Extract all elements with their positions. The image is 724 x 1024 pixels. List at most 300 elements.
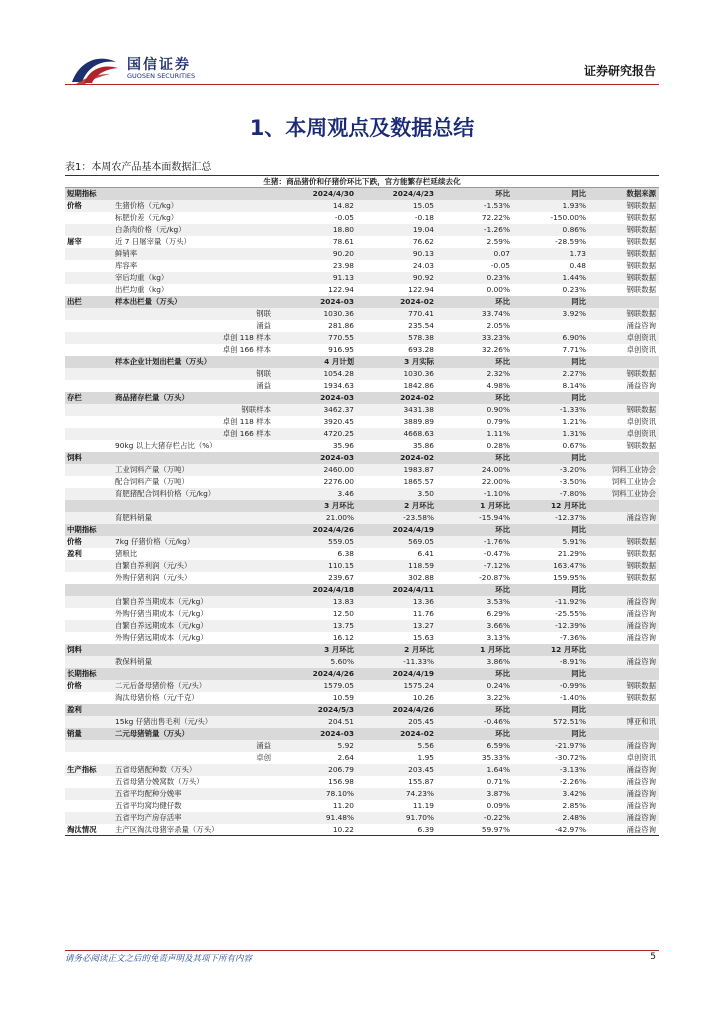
- cell-current-value: 110.15: [277, 560, 357, 572]
- cell-current-value: 4 月计划: [277, 356, 357, 368]
- cell-mom-change: 1 月环比: [437, 644, 513, 656]
- table-row: [65, 656, 659, 668]
- cell-yoy-change: -28.59%: [555, 237, 586, 246]
- table-row: [65, 692, 659, 704]
- cell-mom-change: 32.26%: [481, 345, 510, 354]
- cell-previous-value: 1575.24: [357, 680, 437, 692]
- cell-data-source: 卓创资讯: [589, 332, 659, 344]
- cell-yoy-change: -12.37%: [513, 512, 589, 524]
- cell-category: [65, 488, 111, 500]
- cell-yoy-change: 1.31%: [513, 428, 589, 440]
- cell-current-value: 3462.37: [277, 404, 357, 416]
- table-header-row: [65, 296, 659, 308]
- cell-data-source: 涌益咨询: [589, 824, 659, 836]
- cell-indicator: 外购仔猪当期成本（元/kg）: [115, 609, 208, 618]
- cell-yoy-change: -1.33%: [513, 404, 589, 416]
- cell-category: [65, 800, 111, 812]
- cell-previous-value: 13.36: [357, 596, 437, 608]
- cell-indicator: 五省平均配种分娩率: [111, 788, 277, 800]
- table-header-row: [65, 584, 659, 596]
- table-row: [65, 812, 659, 824]
- table-row: [65, 800, 659, 812]
- table-row: [65, 764, 659, 776]
- cell-indicator: 卓创 118 样本: [111, 332, 277, 344]
- cell-category: [65, 512, 111, 524]
- cell-yoy-change: -1.40%: [559, 693, 586, 702]
- cell-yoy-change: -25.55%: [555, 609, 586, 618]
- cell-data-source: 涌益咨询: [589, 620, 659, 632]
- cell-yoy-change: 3.92%: [513, 308, 589, 320]
- table-row: [65, 572, 659, 584]
- cell-mom-change: 33.74%: [437, 308, 513, 320]
- cell-current-value: 10.22: [277, 824, 357, 836]
- cell-mom-change: -1.26%: [437, 224, 513, 236]
- cell-data-source: [589, 452, 659, 464]
- cell-mom-change: 环比: [437, 356, 513, 368]
- table-row: [65, 284, 659, 296]
- cell-yoy-change: 0.67%: [562, 441, 586, 450]
- cell-category: 价格: [65, 536, 111, 548]
- cell-mom-change: -1.76%: [437, 536, 513, 548]
- table-row: [65, 224, 659, 236]
- cell-category: [65, 620, 111, 632]
- table-row: [65, 596, 659, 608]
- cell-previous-value: 13.27: [357, 620, 437, 632]
- cell-category: 长期指标: [65, 668, 111, 680]
- cell-data-source: 钢联数据: [626, 573, 657, 582]
- cell-category: 销量: [65, 728, 111, 740]
- cell-mom-change: 59.97%: [437, 824, 513, 836]
- cell-current-value: 2024-03: [277, 728, 357, 740]
- table-row: [65, 200, 659, 212]
- cell-yoy-change: 同比: [513, 584, 589, 596]
- weekly-data-table: [65, 175, 659, 836]
- page-header: [0, 0, 724, 90]
- cell-mom-change: -0.22%: [437, 812, 513, 824]
- cell-data-source: [589, 524, 659, 536]
- cell-previous-value: 569.05: [357, 536, 437, 548]
- cell-indicator: 鲜销率: [111, 248, 277, 260]
- cell-yoy-change: 1.44%: [513, 272, 589, 284]
- cell-indicator: 卓创 166 样本: [111, 428, 277, 440]
- cell-mom-change: 0.09%: [486, 801, 510, 810]
- cell-data-source: [589, 356, 659, 368]
- cell-current-value: 91.48%: [277, 812, 357, 824]
- cell-category: [65, 476, 111, 488]
- table-row: [65, 440, 659, 452]
- cell-data-source: 钢联数据: [626, 285, 657, 294]
- cell-previous-value: 2024/4/11: [357, 584, 437, 596]
- table-header-row: [65, 452, 659, 464]
- table-row: [65, 716, 659, 728]
- cell-current-value: 91.13: [277, 272, 357, 284]
- cell-mom-change: 环比: [437, 704, 513, 716]
- cell-current-value: 5.92: [277, 740, 357, 752]
- cell-current-value: 23.98: [332, 261, 354, 270]
- table-row: [65, 680, 659, 692]
- cell-mom-change: -0.46%: [437, 716, 513, 728]
- guosen-logo-icon: [70, 52, 120, 86]
- cell-yoy-change: 3.42%: [513, 788, 589, 800]
- cell-indicator: 淘汰母猪价格（元/千克）: [115, 693, 199, 702]
- cell-current-value: -0.05: [334, 213, 354, 222]
- cell-indicator: 宰后均重（kg）: [111, 272, 277, 284]
- cell-indicator: 五省平均窝均健仔数: [115, 801, 182, 810]
- cell-mom-change: 0.23%: [437, 272, 513, 284]
- cell-indicator: 钢联: [111, 308, 277, 320]
- cell-yoy-change: -8.91%: [513, 656, 589, 668]
- cell-yoy-change: 同比: [513, 524, 589, 536]
- cell-data-source: 涌益咨询: [589, 764, 659, 776]
- cell-indicator: 近 7 日屠宰量（万头）: [115, 237, 191, 246]
- cell-mom-change: 24.00%: [437, 464, 513, 476]
- cell-category: [65, 788, 111, 800]
- cell-indicator: 涌益: [256, 321, 271, 330]
- table-row: [65, 308, 659, 320]
- cell-category: [65, 740, 111, 752]
- cell-category: [65, 752, 111, 764]
- cell-mom-change: 0.28%: [486, 441, 510, 450]
- cell-previous-value: 693.28: [408, 345, 434, 354]
- cell-category: [65, 608, 111, 620]
- cell-indicator: [111, 188, 277, 200]
- table-row: [65, 560, 659, 572]
- cell-indicator: [111, 668, 277, 680]
- table-row: [65, 512, 659, 524]
- cell-previous-value: 15.05: [357, 200, 437, 212]
- cell-data-source: 钢联数据: [626, 693, 657, 702]
- cell-indicator: 样本企业计划出栏量（万头）: [111, 356, 277, 368]
- table-row: [65, 332, 659, 344]
- cell-previous-value: 2024-02: [357, 296, 437, 308]
- table-row: [65, 548, 659, 560]
- cell-current-value: 78.10%: [277, 788, 357, 800]
- cell-current-value: 13.75: [277, 620, 357, 632]
- cell-indicator: 教保料销量: [111, 656, 277, 668]
- cell-indicator: 育肥猪配合饲料价格（元/kg）: [111, 488, 277, 500]
- cell-category: [65, 560, 111, 572]
- cell-indicator: 外购仔猪远期成本（元/kg）: [115, 633, 208, 642]
- table-header-row: [65, 704, 659, 716]
- cell-yoy-change: 7.71%: [562, 345, 586, 354]
- table-row: [65, 608, 659, 620]
- cell-mom-change: 4.98%: [486, 381, 510, 390]
- cell-yoy-change: 12 月环比: [513, 644, 589, 656]
- cell-previous-value: 2024/4/19: [357, 668, 437, 680]
- cell-yoy-change: 6.90%: [513, 332, 589, 344]
- cell-current-value: 11.20: [332, 801, 354, 810]
- cell-category: [65, 344, 111, 356]
- cell-yoy-change: 2.48%: [513, 812, 589, 824]
- cell-category: [65, 332, 111, 344]
- cell-current-value: 16.12: [332, 633, 354, 642]
- cell-data-source: 饲料工业协会: [589, 464, 659, 476]
- cell-mom-change: 72.22%: [481, 213, 510, 222]
- cell-indicator: 五省母猪配种数（万头）: [111, 764, 277, 776]
- table-row: [65, 248, 659, 260]
- table-header-row: [65, 500, 659, 512]
- cell-data-source: 涌益咨询: [626, 801, 657, 810]
- cell-current-value: 770.55: [277, 332, 357, 344]
- cell-current-value: 122.94: [328, 285, 354, 294]
- cell-previous-value: 302.88: [408, 573, 434, 582]
- cell-current-value: 2276.00: [323, 477, 354, 486]
- cell-indicator: 钢联: [111, 368, 277, 380]
- cell-indicator: 库容率: [115, 261, 138, 270]
- logo-chinese-name: 国信证券: [127, 57, 191, 73]
- cell-previous-value: 5.56: [357, 740, 437, 752]
- cell-category: 短期指标: [65, 188, 111, 200]
- cell-yoy-change: 21.29%: [557, 549, 586, 558]
- cell-category: [65, 320, 111, 332]
- table-row: [65, 344, 659, 356]
- cell-category: [65, 776, 111, 788]
- cell-previous-value: 1842.86: [403, 381, 434, 390]
- cell-indicator: [111, 500, 277, 512]
- cell-indicator: 卓创 118 样本: [222, 417, 271, 426]
- logo-english-name: GUOSEN SECURITIES: [127, 72, 196, 80]
- table-header-row: [65, 356, 659, 368]
- cell-yoy-change: 2.85%: [562, 801, 586, 810]
- cell-current-value: 239.67: [328, 573, 354, 582]
- cell-indicator: 钢联样本: [111, 404, 277, 416]
- cell-category: 淘汰情况: [65, 824, 111, 836]
- cell-yoy-change: 同比: [513, 704, 589, 716]
- cell-current-value: 5.60%: [277, 656, 357, 668]
- cell-indicator: 五省平均产房存活率: [111, 812, 277, 824]
- cell-yoy-change: 0.48: [569, 261, 586, 270]
- cell-data-source: 涌益咨询: [626, 633, 657, 642]
- cell-category: [65, 656, 111, 668]
- disclaimer: 请务必阅读正文之后的免责声明及其项下所有内容: [65, 954, 253, 964]
- cell-data-source: 涌益咨询: [589, 812, 659, 824]
- cell-data-source: [589, 584, 659, 596]
- cell-previous-value: 2024/4/26: [357, 704, 437, 716]
- cell-indicator: 出栏均重（kg）: [115, 285, 169, 294]
- cell-mom-change: -0.05: [490, 261, 510, 270]
- cell-data-source: [589, 392, 659, 404]
- cell-yoy-change: 1.73: [513, 248, 589, 260]
- cell-yoy-change: 同比: [513, 356, 589, 368]
- cell-previous-value: 2024-02: [357, 452, 437, 464]
- cell-current-value: 2024/4/30: [277, 188, 357, 200]
- cell-indicator: 配合饲料产量（万吨）: [115, 477, 189, 486]
- cell-category: 屠宰: [67, 237, 82, 246]
- cell-current-value: 3 月环比: [277, 644, 357, 656]
- cell-mom-change: 环比: [437, 524, 513, 536]
- table-header-row: [65, 392, 659, 404]
- cell-current-value: 6.38: [337, 549, 354, 558]
- cell-yoy-change: 同比: [513, 452, 589, 464]
- table-row: [65, 320, 659, 332]
- cell-mom-change: 2.05%: [486, 321, 510, 330]
- cell-mom-change: 3.66%: [437, 620, 513, 632]
- cell-category: [65, 368, 111, 380]
- footer-divider: [65, 950, 659, 951]
- cell-current-value: 281.86: [328, 321, 354, 330]
- table-header-row: [65, 644, 659, 656]
- cell-yoy-change: 0.23%: [562, 285, 586, 294]
- cell-previous-value: 1030.36: [357, 368, 437, 380]
- cell-mom-change: 0.00%: [486, 285, 510, 294]
- cell-category: [65, 212, 111, 224]
- cell-data-source: 卓创资讯: [626, 345, 657, 354]
- cell-previous-value: 6.41: [417, 549, 434, 558]
- cell-current-value: 13.83: [277, 596, 357, 608]
- cell-mom-change: -20.87%: [479, 573, 510, 582]
- cell-current-value: 559.05: [277, 536, 357, 548]
- cell-data-source: 钢联数据: [589, 200, 659, 212]
- cell-current-value: 206.79: [277, 764, 357, 776]
- cell-previous-value: 11.19: [412, 801, 434, 810]
- cell-indicator: 二元母猪销量（万头）: [111, 728, 277, 740]
- cell-mom-change: 环比: [437, 296, 513, 308]
- cell-previous-value: -0.18: [414, 213, 434, 222]
- cell-indicator: [111, 524, 277, 536]
- cell-yoy-change: -12.39%: [513, 620, 589, 632]
- cell-category: 盈利: [67, 549, 82, 558]
- cell-indicator: [111, 452, 277, 464]
- cell-category: [65, 464, 111, 476]
- cell-data-source: 钢联数据: [589, 308, 659, 320]
- cell-current-value: 2024/5/3: [277, 704, 357, 716]
- cell-indicator: 主产区淘汰母猪宰杀量（万头）: [111, 824, 277, 836]
- cell-previous-value: 3431.38: [357, 404, 437, 416]
- cell-mom-change: 环比: [437, 668, 513, 680]
- cell-category: 出栏: [65, 296, 111, 308]
- cell-mom-change: 33.23%: [437, 332, 513, 344]
- table-row: [65, 788, 659, 800]
- cell-previous-value: -11.33%: [357, 656, 437, 668]
- cell-yoy-change: 同比: [513, 188, 589, 200]
- cell-category: [65, 584, 111, 596]
- cell-indicator: 卓创: [256, 753, 271, 762]
- cell-category: 饲料: [65, 452, 111, 464]
- cell-mom-change: -1.10%: [437, 488, 513, 500]
- cell-current-value: 1579.05: [277, 680, 357, 692]
- cell-yoy-change: -0.99%: [513, 680, 589, 692]
- cell-current-value: 1054.28: [277, 368, 357, 380]
- cell-mom-change: 环比: [437, 392, 513, 404]
- cell-category: [65, 356, 111, 368]
- cell-yoy-change: 5.91%: [513, 536, 589, 548]
- cell-data-source: 钢联数据: [626, 441, 657, 450]
- cell-previous-value: 205.45: [357, 716, 437, 728]
- cell-indicator: 90kg 以上大猪存栏占比（%）: [115, 441, 217, 450]
- cell-yoy-change: -3.13%: [513, 764, 589, 776]
- cell-data-source: 涌益咨询: [626, 381, 657, 390]
- table-row: [65, 740, 659, 752]
- cell-indicator: [111, 584, 277, 596]
- cell-current-value: 2.64: [337, 753, 354, 762]
- cell-data-source: [589, 644, 659, 656]
- cell-mom-change: 环比: [437, 452, 513, 464]
- cell-data-source: 钢联数据: [589, 404, 659, 416]
- table-title-row: [65, 176, 659, 188]
- table-row: [65, 404, 659, 416]
- cell-previous-value: 3889.89: [403, 417, 434, 426]
- cell-yoy-change: -30.72%: [555, 753, 586, 762]
- cell-current-value: 10.59: [332, 693, 354, 702]
- cell-previous-value: 770.41: [357, 308, 437, 320]
- cell-yoy-change: -3.50%: [559, 477, 586, 486]
- cell-current-value: 2024/4/26: [277, 524, 357, 536]
- cell-previous-value: 10.26: [412, 693, 434, 702]
- cell-yoy-change: -42.97%: [513, 824, 589, 836]
- cell-category: [65, 596, 111, 608]
- cell-yoy-change: 163.47%: [513, 560, 589, 572]
- cell-previous-value: 118.59: [357, 560, 437, 572]
- cell-mom-change: 环比: [437, 584, 513, 596]
- cell-mom-change: -1.53%: [437, 200, 513, 212]
- cell-current-value: 78.61: [332, 237, 354, 246]
- cell-indicator: 生猪价格（元/kg）: [111, 200, 277, 212]
- cell-current-value: 204.51: [277, 716, 357, 728]
- cell-yoy-change: -2.26%: [559, 777, 586, 786]
- cell-category: [65, 404, 111, 416]
- table-row: [65, 620, 659, 632]
- cell-indicator: [111, 644, 277, 656]
- table-caption: 表1：本周农产品基本面数据汇总: [65, 162, 212, 173]
- table-row: [65, 428, 659, 440]
- cell-previous-value: 122.94: [408, 285, 434, 294]
- cell-mom-change: 环比: [437, 728, 513, 740]
- cell-yoy-change: 8.14%: [562, 381, 586, 390]
- cell-indicator: 外购仔猪利润（元/头）: [115, 573, 192, 582]
- cell-previous-value: 2024/4/23: [357, 188, 437, 200]
- cell-category: [65, 812, 111, 824]
- table-row: [65, 488, 659, 500]
- cell-current-value: 12.50: [332, 609, 354, 618]
- cell-indicator: 7kg 仔猪价格（元/kg）: [111, 536, 277, 548]
- cell-data-source: [589, 296, 659, 308]
- cell-yoy-change: 159.95%: [553, 573, 586, 582]
- cell-indicator: 自繁自养当期成本（元/kg）: [111, 596, 277, 608]
- cell-category: [65, 716, 111, 728]
- table-row: [65, 260, 659, 272]
- cell-current-value: 916.95: [328, 345, 354, 354]
- cell-indicator: 商品猪存栏量（万头）: [111, 392, 277, 404]
- cell-mom-change: 3.86%: [437, 656, 513, 668]
- cell-yoy-change: 同比: [513, 392, 589, 404]
- cell-yoy-change: 1.21%: [562, 417, 586, 426]
- cell-previous-value: 1.95: [417, 753, 434, 762]
- table-header-row: [65, 524, 659, 536]
- cell-current-value: 14.82: [277, 200, 357, 212]
- document-type-label: 证券研究报告: [583, 64, 656, 78]
- cell-current-value: 2024/4/26: [277, 668, 357, 680]
- cell-data-source: [589, 728, 659, 740]
- cell-category: [65, 692, 111, 704]
- cell-indicator: 自繁自养远期成本（元/kg）: [111, 620, 277, 632]
- cell-indicator: 育肥料销量: [111, 512, 277, 524]
- cell-previous-value: 35.86: [412, 441, 434, 450]
- cell-data-source: 博亚和讯: [589, 716, 659, 728]
- cell-current-value: 2024-03: [277, 452, 357, 464]
- cell-data-source: 饲料工业协会: [589, 488, 659, 500]
- cell-category: [65, 224, 111, 236]
- cell-indicator: [111, 704, 277, 716]
- cell-data-source: 涌益咨询: [589, 740, 659, 752]
- cell-mom-change: -15.94%: [437, 512, 513, 524]
- table-row: [65, 212, 659, 224]
- table-row: [65, 824, 659, 836]
- header-divider: [65, 84, 659, 85]
- cell-data-source: 钢联数据: [626, 261, 657, 270]
- cell-previous-value: 24.03: [412, 261, 434, 270]
- table-row: [65, 380, 659, 392]
- cell-category: [65, 248, 111, 260]
